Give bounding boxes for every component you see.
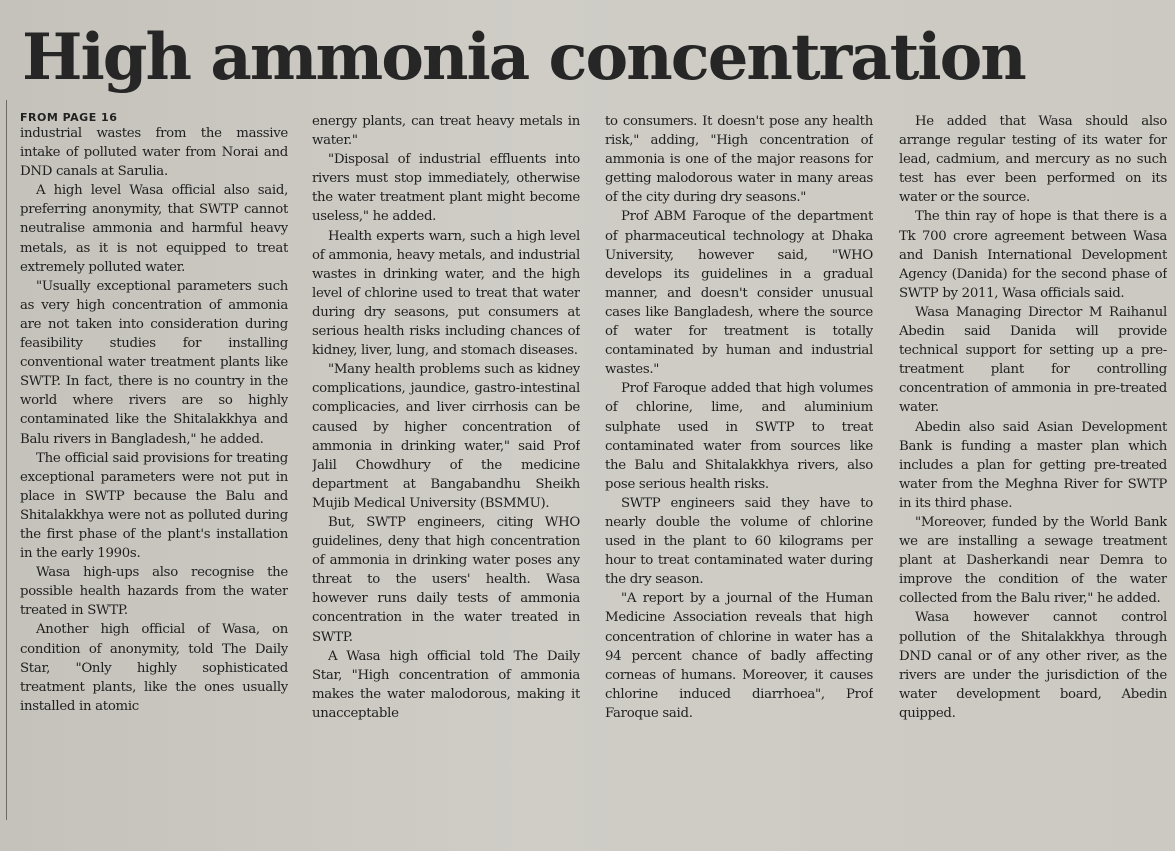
paragraph: Health experts warn, such a high level of ammonia, heavy metals, and industrial wastes in drinking water, and the high level of chlorine used to treat that water during dry seasons, put consumers at serious health risks including chances of kidney, liver, lung, and stomach diseases. (312, 228, 580, 359)
paragraph: Abedin also said Asian Development Bank is funding a master plan which includes a plan for getting pre-treated water from the Meghna River for SWTP in its third phase. (899, 419, 1167, 511)
paragraph: Prof Faroque added that high volumes of chlorine, lime, and aluminium sulphate used in SWTP to treat contaminated water from sources like the Balu and Shitalakkhya rivers, also pose serious health risks. (605, 381, 873, 492)
paragraph: He added that Wasa should also arrange regular testing of its water for lead, cadmium, and mercury as no such test has ever been performed on its water or the source. (899, 114, 1167, 206)
paragraph: "Disposal of industrial effluents into rivers must stop immediately, otherwise the water treatment plant might become useless," he added. (312, 152, 580, 225)
paragraph: The official said provisions for treating exceptional parameters were not put in place in SWTP because the Balu and Shitalakkhya were not as polluted during the first phase of the plant's installation in the early 1990s. (20, 450, 288, 562)
article-column-4 (899, 112, 1167, 832)
paragraph: Prof ABM Faroque of the department of pharmaceutical technology at Dhaka University, however said, "WHO develops its guidelines in a gradual manner, and doesn't consider unusual cases like Bangladesh, where the source of water for treatment is totally contaminated by human and industrial wastes." (605, 209, 873, 378)
paragraph: Wasa however cannot control pollution of the Shitalakkhya through DND canal or of any other river, as the rivers are under the jurisdiction of the water development board, Abedin quipped. (899, 610, 1167, 721)
paragraph: "A report by a journal of the Human Medicine Association reveals that high concentration of chlorine in water has a 94 percent chance of badly affecting corneas of humans. Moreover, it causes chlorine induced diarrhoea", Prof Faroque said. (605, 591, 873, 721)
paragraph: But, SWTP engineers, citing WHO guidelines, deny that high concentration of ammonia in drinking water poses any threat to the users' health. Wasa however runs daily tests of ammonia concentration in the water treated in SWTP. (312, 514, 580, 645)
paragraph: Wasa Managing Director M Raihanul Abedin said Danida will provide technical support for setting up a pre-treatment plant for controlling concentration of ammonia in pre-treated water. (899, 304, 1167, 416)
paragraph: Another high official of Wasa, on condition of anonymity, told The Daily Star, "Only highly sophisticated treatment plants, like the ones usually installed in atomic (20, 622, 288, 714)
paragraph: to consumers. It doesn't pose any health risk," adding, "High concentration of ammonia is one of the major reasons for getting malodorous water in many areas of the city during dry seasons." (605, 114, 873, 206)
paragraph: industrial wastes from the massive intake of polluted water from Norai and DND canals at Sarulia. (20, 126, 288, 180)
paragraph: "Moreover, funded by the World Bank we are installing a sewage treatment plant at Dasherkandi near Demra to improve the condition of the water collected from the Balu river," he added. (899, 514, 1167, 607)
kicker-from-page: FROM PAGE 16 (20, 112, 118, 124)
article-column-2 (312, 112, 580, 832)
paragraph: "Many health problems such as kidney complications, jaundice, gastro-intestinal complicacies, and liver cirrhosis can be caused by higher concentration of ammonia in drinking water," said Prof Jalil Chowdhury of the medicine department at Bangabandhu Sheikh Mujib Medical University (BSMMU). (312, 362, 580, 511)
paragraph: SWTP engineers said they have to nearly double the volume of chlorine used in the plant to 60 kilograms per hour to treat contaminated water during the dry season. (605, 495, 873, 588)
paragraph: A high level Wasa official also said, preferring anonymity, that SWTP cannot neutralise ammonia and harmful heavy metals, as it is not equipped to treat extremely polluted water. (20, 183, 288, 275)
article-column-3 (605, 112, 873, 832)
paragraph: Wasa high-ups also recognise the possible health hazards from the water treated in SWTP. (20, 565, 288, 619)
article-column-1 (20, 112, 288, 832)
paragraph: energy plants, can treat heavy metals in water." (312, 114, 580, 149)
headline: High ammonia concentration (22, 20, 1025, 95)
paragraph: A Wasa high official told The Daily Star, "High concentration of ammonia makes the water malodorous, making it unacceptable (312, 648, 580, 721)
paragraph: "Usually exceptional parameters such as very high concentration of ammonia are not taken into consideration during feasibility studies for installing conventional water treatment plants like SWTP. In fact, there is no country in the world where rivers are so highly contaminated like the Shitalakkhya and Balu rivers in Bangladesh," he added. (20, 278, 288, 447)
paragraph: The thin ray of hope is that there is a Tk 700 crore agreement between Wasa and Danish International Development Agency (Danida) for the second phase of SWTP by 2011, Wasa officials said. (899, 209, 1167, 301)
column-rule (6, 100, 7, 820)
